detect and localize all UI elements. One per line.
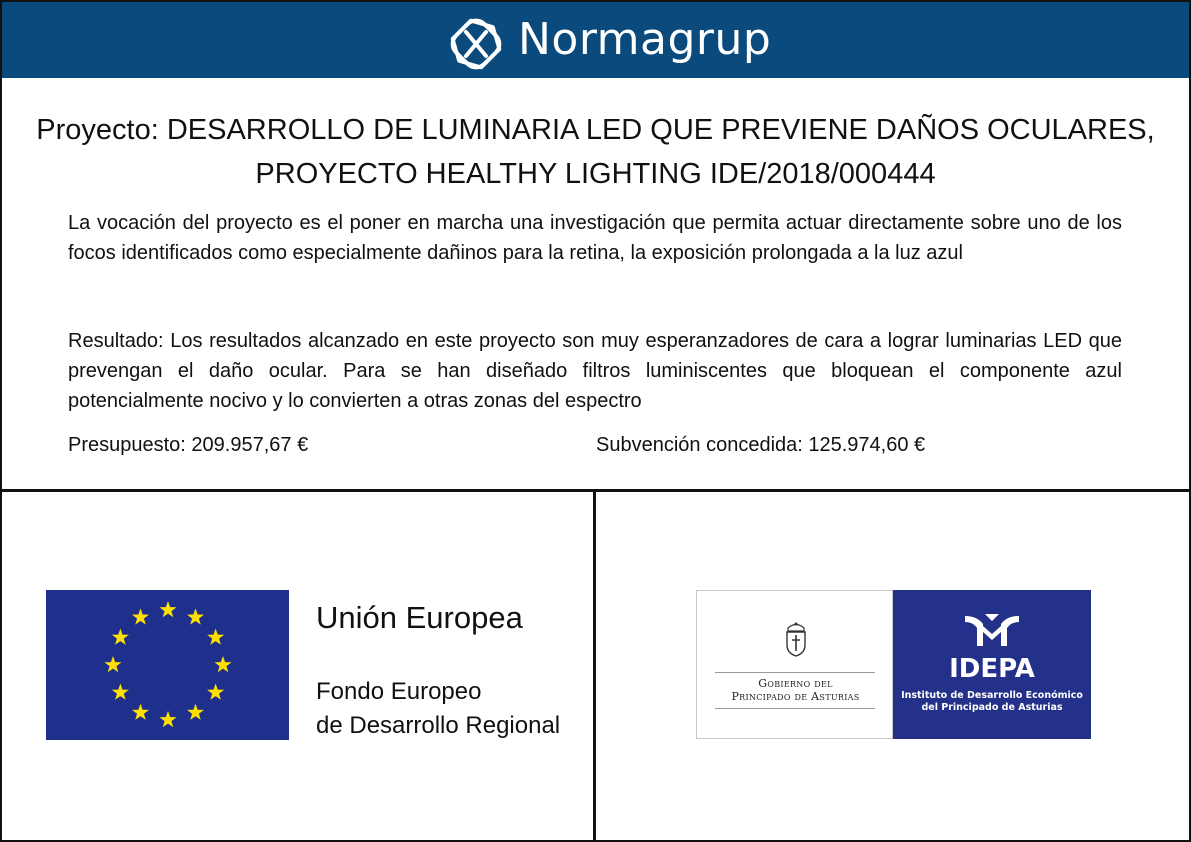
eu-fund-line1: Fondo Europeo: [316, 678, 482, 705]
eu-flag-icon: [46, 590, 289, 740]
eu-fund: [316, 675, 560, 743]
eu-fund-line2: de Desarrollo Regional: [316, 712, 561, 739]
asturias-government-logo: [696, 590, 893, 739]
eu-title: Unión Europea: [316, 600, 523, 635]
idepa-subtitle-line1: Instituto de Desarrollo Económico: [901, 690, 1083, 701]
gov-top-rule: [715, 672, 875, 673]
gov-bottom-rule: [715, 708, 875, 709]
project-title-line2: PROYECTO HEALTHY LIGHTING IDE/2018/000444: [255, 158, 936, 190]
idepa-mark-icon: [963, 612, 1021, 648]
project-result: Resultado: Los resultados alcanzado en este proyecto son muy esperanzadores de cara a lograr luminarias LED que prevengan el daño ocular. Para se han diseñado filtros luminiscentes que bloquean el componente azul potencialmente nocivo y lo convierten a otras zonas del espectro: [68, 330, 1122, 412]
asturias-crest-icon: [783, 621, 809, 657]
idepa-subtitle: [893, 690, 1091, 714]
idepa-name: IDEPA: [949, 654, 1035, 684]
vertical-divider: [593, 489, 596, 842]
project-grant: Subvención concedida: 125.974,60 €: [596, 434, 926, 456]
project-description: La vocación del proyecto es el poner en marcha una investigación que permita actuar directamente sobre uno de los focos identificados como especialmente dañinos para la retina, la exposición prolongada a la luz azul: [68, 212, 1122, 264]
idepa-logo: [893, 590, 1091, 739]
project-budget: Presupuesto: 209.957,67 €: [68, 434, 309, 456]
normagrup-x-logo-icon: [446, 14, 506, 74]
header-bar: [2, 2, 1189, 78]
brand-name: Normagrup: [518, 14, 772, 65]
gov-line1: Gobierno del: [758, 677, 833, 690]
project-title-line1: Proyecto: DESARROLLO DE LUMINARIA LED QUE PREVIENE DAÑOS OCULARES,: [36, 114, 1155, 146]
project-title: [0, 108, 1191, 196]
gov-line2: Principado de Asturias: [731, 690, 860, 703]
idepa-subtitle-line2: del Principado de Asturias: [921, 702, 1063, 713]
